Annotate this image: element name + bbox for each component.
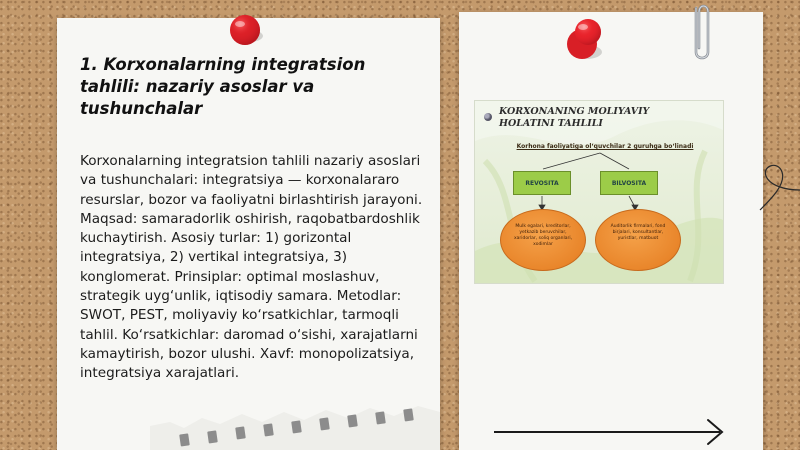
string-decoration-icon (756, 150, 800, 230)
slide-ellipse-direct: Mulk egalari, kreditorlar, yetkazib beruvchilar, xaridorlar, soliq organlari, xodimlar (500, 209, 586, 271)
page-title: 1. Korxonalarning integratsion tahlili: nazariy asoslar va tushunchalar (80, 55, 366, 118)
slide-image (474, 100, 724, 284)
torn-paper-edge (150, 404, 440, 450)
slide-ellipse-indirect: Auditorlik firmalari, fond birjalari, konsultantlar, yuristlar, matbuot (595, 209, 681, 271)
slide-box-direct: REVOSITA (513, 171, 571, 195)
slide-subtitle: Korhona faoliyatiga ol‘quvchilar 2 guruhga bo‘linadi (516, 143, 694, 150)
push-pin-icon (225, 8, 269, 52)
push-pin-icon (560, 12, 610, 66)
body-text: Korxonalarning integratsion tahlili nazariy asoslari va tushunchalari: integratsiya — korxonalararo resurslar, bozor va faoliyatni birlashtirish jarayoni. Maqsad: samaradorlik oshirish, raqobatbardoshlik kuchaytirish. Asosiy turlar: 1) gorizontal integratsiya, 2) vertikal integratsiya, 3) konglomerat. Prinsiplar: optimal moslashuv, strategik uyg‘unlik, iqtisodiy samara. Metodlar: SWOT, PEST, moliyaviy ko‘rsatkichlar, tarmoqli tahlil. Ko‘rsatkichlar: daromad o‘sishi, xarajatlarni kamaytirish, bozor ulushi. Xavf: monopolizatsiya, integratsiya xarajatlari. (80, 153, 423, 382)
paperclip-icon (688, 0, 714, 66)
slide-title: KORXONANING MOLIYAVIY HOLATINI TAHLILI (499, 106, 650, 129)
slide-box-indirect: BILVOSITA (600, 171, 658, 195)
arrow-right-icon (494, 418, 726, 448)
